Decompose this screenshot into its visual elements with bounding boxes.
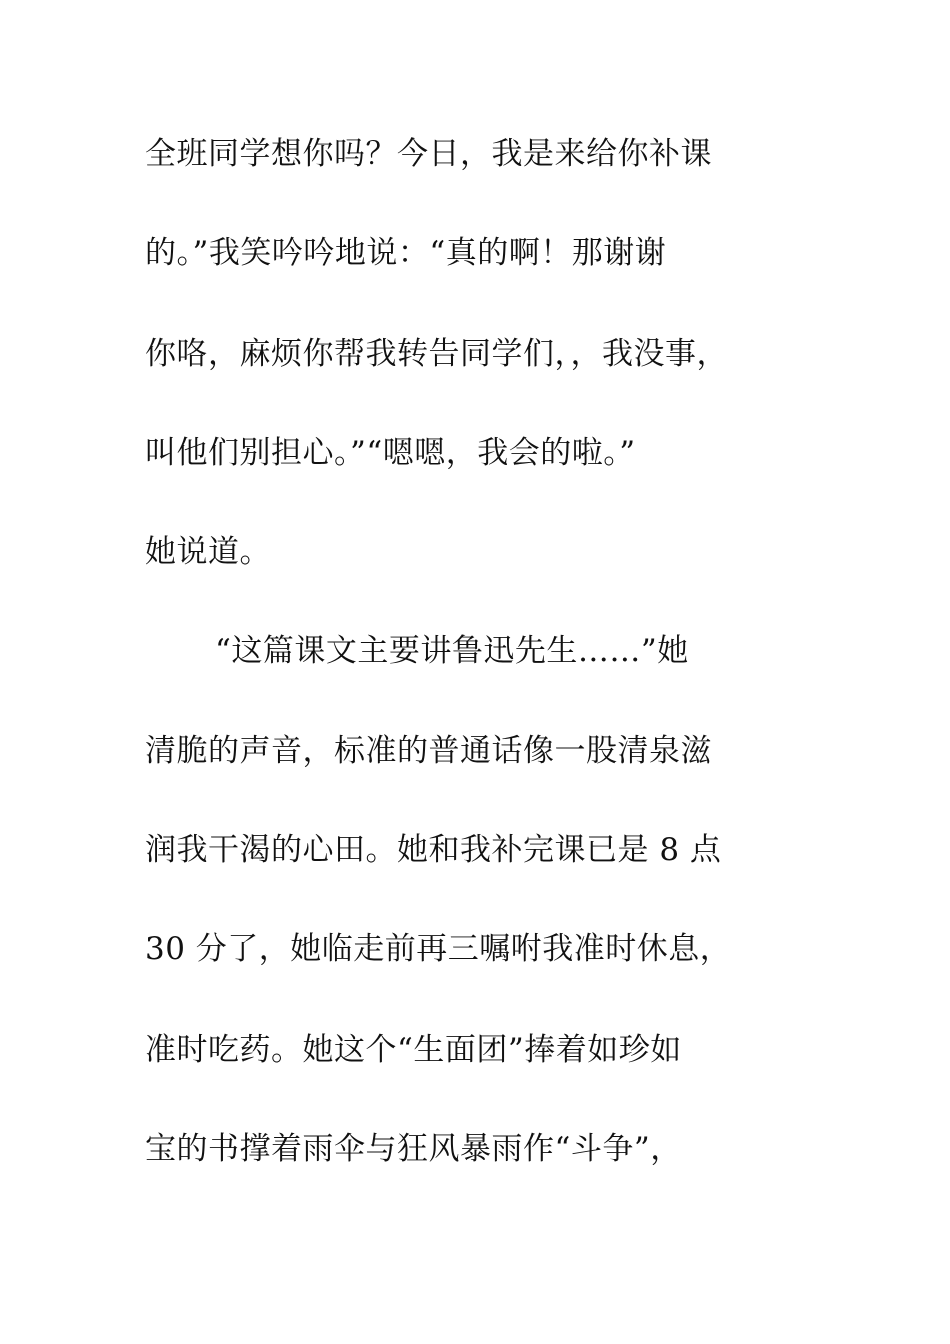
text-line: 你咯，麻烦你帮我转告同学们，，我没事， bbox=[145, 336, 728, 372]
text-line: 全班同学想你吗？今日，我是来给你补课 bbox=[145, 136, 712, 172]
paragraph-first-line: “这篇课文主要讲鲁迅先生……”她 bbox=[215, 633, 689, 669]
text-line: 润我干渴的心田。她和我补完课已是 8 点 bbox=[145, 832, 722, 868]
text-line: 的。”我笑吟吟地说：“真的啊！那谢谢 bbox=[145, 235, 667, 271]
text-line: 她说道。 bbox=[145, 534, 271, 570]
text-line: 30 分了，她临走前再三嘱咐我准时休息， bbox=[145, 931, 732, 967]
text-line: 叫他们别担心。”“嗯嗯，我会的啦。” bbox=[145, 435, 636, 471]
text-line: 准时吃药。她这个“生面团”捧着如珍如 bbox=[145, 1032, 682, 1068]
text-line: 宝的书撑着雨伞与狂风暴雨作“斗争”， bbox=[145, 1131, 682, 1167]
text-line: 清脆的声音，标准的普通话像一股清泉滋 bbox=[145, 733, 712, 769]
